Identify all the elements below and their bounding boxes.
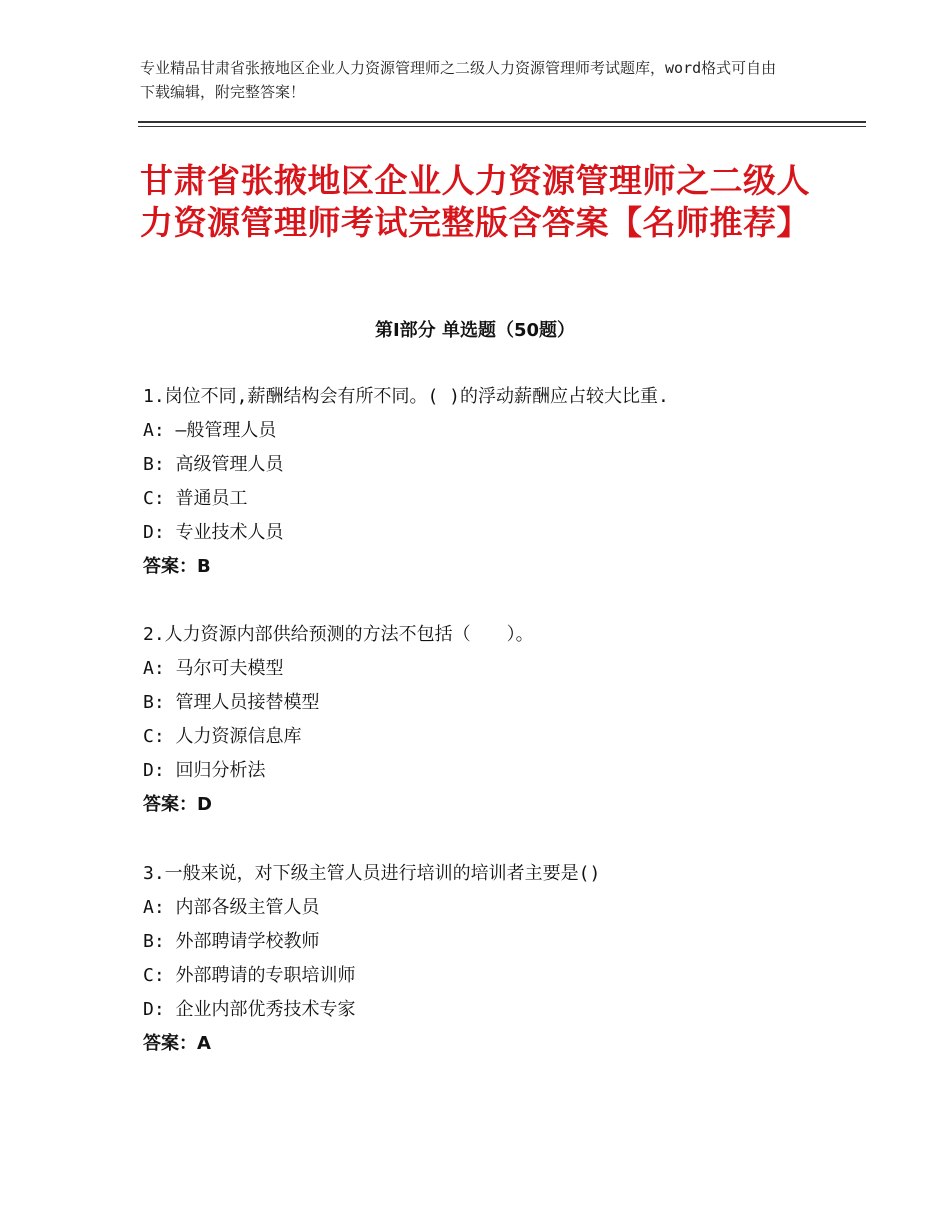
question-1 xyxy=(143,380,843,584)
header-note: 专业精品甘肃省张掖地区企业人力资源管理师之二级人力资源管理师考试题库，word格式可自由下载编辑，附完整答案！ xyxy=(140,59,777,101)
option-c: C: 人力资源信息库 xyxy=(143,726,302,747)
option-d: D: 专业技术人员 xyxy=(143,522,284,543)
section-title: 第Ⅰ部分 单选题（50题） xyxy=(374,320,575,341)
option-b: B: 外部聘请学校教师 xyxy=(143,931,320,952)
option-a: A: —般管理人员 xyxy=(143,420,277,441)
option-a: A: 内部各级主管人员 xyxy=(143,897,320,918)
question-stem: 3.一般来说，对下级主管人员进行培训的培训者主要是() xyxy=(143,863,601,884)
option-b: B: 高级管理人员 xyxy=(143,454,284,475)
question-stem: 2.人力资源内部供给预测的方法不包括（ ）。 xyxy=(143,624,534,645)
header-divider-thin xyxy=(138,126,866,127)
option-d: D: 企业内部优秀技术专家 xyxy=(143,999,356,1020)
answer: 答案：D xyxy=(143,794,212,815)
question-2 xyxy=(143,618,843,822)
answer: 答案：B xyxy=(143,556,211,577)
option-c: C: 普通员工 xyxy=(143,488,248,509)
answer: 答案：A xyxy=(143,1033,211,1054)
option-b: B: 管理人员接替模型 xyxy=(143,692,320,713)
question-3 xyxy=(143,857,843,1061)
option-d: D: 回归分析法 xyxy=(143,760,266,781)
option-a: A: 马尔可夫模型 xyxy=(143,658,284,679)
document-title: 甘肃省张掖地区企业人力资源管理师之二级人力资源管理师考试完整版含答案【名师推荐】 xyxy=(140,161,810,242)
header-divider-thick xyxy=(138,121,866,123)
question-stem: 1.岗位不同,薪酬结构会有所不同。( )的浮动薪酬应占较大比重. xyxy=(143,386,669,407)
option-c: C: 外部聘请的专职培训师 xyxy=(143,965,356,986)
